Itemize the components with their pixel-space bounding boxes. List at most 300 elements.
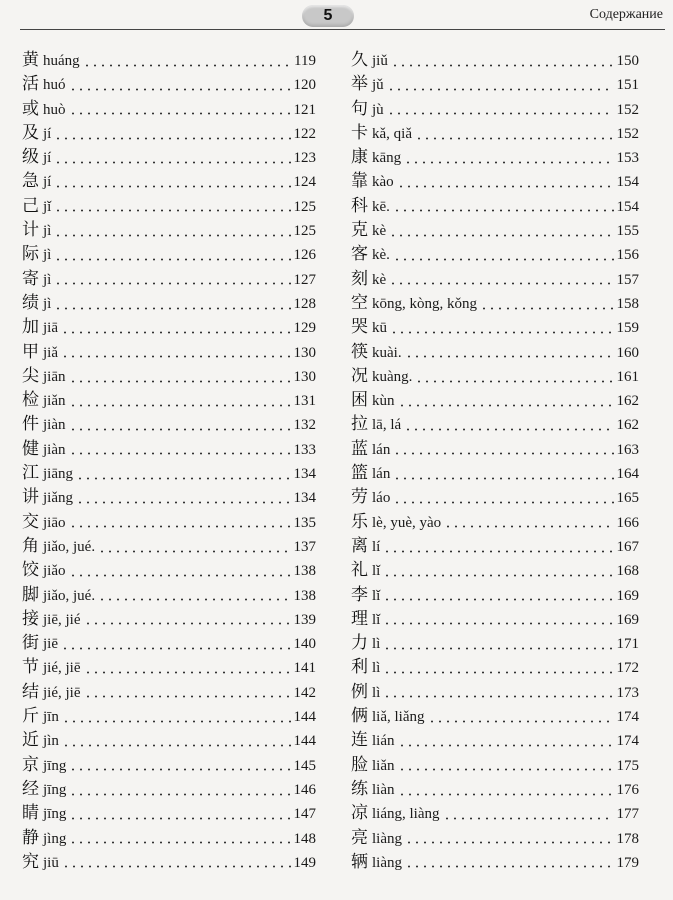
dot-leader [54, 307, 290, 310]
entry-hanzi: 刻 [351, 268, 368, 289]
entry-page-number: 151 [616, 77, 639, 94]
dot-leader [84, 671, 291, 674]
entry-page-number: 169 [616, 587, 639, 604]
entry-hanzi: 句 [351, 98, 368, 119]
entry-hanzi: 己 [22, 195, 39, 216]
toc-entry [351, 340, 639, 364]
toc-entry [22, 97, 316, 121]
toc-entry [22, 145, 316, 169]
toc-entry [22, 291, 316, 315]
entry-pinyin: jí [43, 125, 52, 142]
toc-entry [22, 510, 316, 534]
toc-entry [351, 267, 639, 291]
page-header [0, 0, 673, 30]
entry-hanzi: 或 [22, 98, 39, 119]
entry-pinyin: liǎ, liǎng [372, 709, 425, 726]
dot-leader [61, 331, 291, 334]
toc-entry [351, 801, 639, 825]
entry-page-number: 141 [293, 660, 316, 677]
entry-hanzi: 活 [22, 74, 39, 95]
entry-pinyin: lì [372, 684, 381, 701]
entry-pinyin: jiāng [43, 466, 73, 483]
entry-hanzi: 级 [22, 147, 39, 168]
dot-leader [393, 501, 613, 504]
dot-leader [387, 88, 614, 91]
entry-page-number: 156 [616, 247, 639, 264]
toc-entry [22, 607, 316, 631]
header-rule [20, 29, 665, 30]
entry-hanzi: 劳 [351, 487, 368, 508]
dot-leader [390, 331, 614, 334]
entry-pinyin: jiàn [43, 417, 66, 434]
entry-page-number: 123 [293, 150, 316, 167]
entry-pinyin: kè [372, 223, 387, 240]
entry-hanzi: 况 [351, 365, 368, 386]
toc-entry [22, 801, 316, 825]
entry-pinyin: lǐ [372, 587, 381, 604]
dot-leader [54, 258, 290, 261]
toc-entry [22, 753, 316, 777]
entry-pinyin: jiē [43, 636, 58, 653]
entry-pinyin: jié, jiē [43, 660, 81, 677]
entry-hanzi: 久 [351, 50, 368, 70]
entry-page-number: 138 [293, 563, 316, 580]
toc-entry [351, 558, 639, 582]
entry-page-number: 121 [293, 101, 316, 118]
dot-leader [69, 112, 291, 115]
toc-entry [22, 631, 316, 655]
dot-leader [397, 185, 614, 188]
dot-leader [391, 64, 614, 67]
entry-hanzi: 客 [351, 244, 368, 265]
entry-pinyin: jiē, jié [43, 611, 81, 628]
entry-hanzi: 筷 [351, 341, 368, 362]
entry-page-number: 122 [293, 125, 316, 142]
toc-entry [351, 607, 639, 631]
dot-leader [383, 695, 613, 698]
entry-pinyin: jì [43, 295, 52, 312]
dot-leader [62, 865, 291, 868]
entry-hanzi: 困 [351, 390, 368, 411]
entry-hanzi: 角 [22, 535, 39, 556]
toc-entry [351, 194, 639, 218]
entry-page-number: 177 [616, 806, 639, 823]
entry-hanzi: 绩 [22, 292, 39, 313]
entry-pinyin: jiǎo [43, 563, 66, 580]
toc-entry [22, 826, 316, 850]
entry-hanzi: 急 [22, 171, 39, 192]
entry-hanzi: 力 [351, 633, 368, 654]
entry-hanzi: 际 [22, 244, 39, 265]
toc-entry [22, 728, 316, 752]
toc-entry [22, 850, 316, 874]
entry-page-number: 159 [616, 320, 639, 337]
toc-entry [351, 777, 639, 801]
entry-pinyin: jiǎn [43, 393, 66, 410]
toc-entry [351, 534, 639, 558]
entry-hanzi: 讲 [22, 487, 39, 508]
dot-leader [69, 574, 291, 577]
entry-page-number: 146 [293, 781, 316, 798]
entry-pinyin: jí [43, 174, 52, 191]
entry-page-number: 144 [293, 709, 316, 726]
toc-entry [351, 753, 639, 777]
entry-page-number: 169 [616, 611, 639, 628]
entry-hanzi: 练 [351, 778, 368, 799]
entry-hanzi: 科 [351, 195, 368, 216]
entry-page-number: 126 [293, 247, 316, 264]
dot-leader [69, 428, 291, 431]
entry-page-number: 165 [616, 490, 639, 507]
toc-entry [351, 48, 639, 72]
entry-page-number: 135 [293, 514, 316, 531]
toc-entry [351, 655, 639, 679]
entry-page-number: 119 [294, 53, 316, 69]
entry-hanzi: 检 [22, 390, 39, 411]
entry-page-number: 152 [616, 101, 639, 118]
entry-hanzi: 李 [351, 584, 368, 605]
toc-entry [351, 169, 639, 193]
toc-entry [351, 388, 639, 412]
entry-hanzi: 尖 [22, 365, 39, 386]
toc-entry [351, 485, 639, 509]
entry-hanzi: 亮 [351, 827, 368, 848]
entry-pinyin: kāng [372, 150, 402, 167]
toc-entry [22, 242, 316, 266]
toc-entry [22, 169, 316, 193]
toc-entry [351, 121, 639, 145]
entry-page-number: 154 [616, 174, 639, 191]
entry-hanzi: 饺 [22, 560, 39, 581]
dot-leader [61, 355, 291, 358]
entry-hanzi: 连 [351, 730, 368, 751]
dot-leader [84, 622, 291, 625]
dot-leader [69, 88, 291, 91]
entry-page-number: 124 [293, 174, 316, 191]
dot-leader [383, 598, 613, 601]
entry-page-number: 168 [616, 563, 639, 580]
entry-page-number: 134 [293, 490, 316, 507]
dot-leader [480, 307, 614, 310]
toc-entry [22, 340, 316, 364]
toc-entry [22, 680, 316, 704]
entry-hanzi: 凉 [351, 803, 368, 824]
entry-pinyin: kè. [372, 247, 390, 264]
dot-leader [405, 865, 614, 868]
entry-page-number: 145 [293, 757, 316, 774]
entry-hanzi: 加 [22, 317, 39, 338]
entry-page-number: 173 [616, 684, 639, 701]
dot-leader [393, 258, 614, 261]
entry-pinyin: jié, jiē [43, 684, 81, 701]
toc-entry [351, 510, 639, 534]
entry-pinyin: kào [372, 174, 394, 191]
toc-entry [22, 534, 316, 558]
entry-pinyin: jiǎng [43, 490, 73, 507]
entry-pinyin: kè [372, 271, 387, 288]
dot-leader [444, 525, 613, 528]
entry-hanzi: 黄 [22, 50, 39, 70]
toc-entry [22, 583, 316, 607]
entry-hanzi: 件 [22, 414, 39, 435]
toc-entry [351, 704, 639, 728]
entry-pinyin: jīng [43, 757, 67, 774]
dot-leader [383, 671, 613, 674]
toc-entry [351, 315, 639, 339]
entry-pinyin: lǐ [372, 563, 381, 580]
entry-pinyin: lā, lá [372, 417, 402, 434]
dot-leader [383, 574, 613, 577]
dot-leader [415, 380, 613, 383]
toc-entry [351, 364, 639, 388]
entry-pinyin: liàn [372, 781, 395, 798]
toc-entry [351, 412, 639, 436]
entry-pinyin: jiān [43, 368, 66, 385]
entry-page-number: 154 [616, 198, 639, 215]
dot-leader [383, 622, 613, 625]
entry-page-number: 132 [293, 417, 316, 434]
entry-pinyin: jǔ [372, 77, 384, 94]
dot-leader [98, 550, 290, 553]
dot-leader [383, 550, 613, 553]
entry-hanzi: 举 [351, 74, 368, 95]
entry-pinyin: kuài. [372, 344, 402, 361]
toc-entry [351, 850, 639, 874]
entry-pinyin: jù [372, 101, 384, 118]
entry-pinyin: lǐ [372, 611, 381, 628]
entry-pinyin: lián [372, 733, 395, 750]
toc-entry [351, 461, 639, 485]
entry-pinyin: kē. [372, 198, 390, 215]
dot-leader [69, 525, 291, 528]
toc-entry [351, 218, 639, 242]
entry-page-number: 161 [616, 368, 639, 385]
entry-pinyin: jìn [43, 733, 59, 750]
entry-pinyin: jí [43, 150, 52, 167]
entry-page-number: 171 [616, 636, 639, 653]
entry-pinyin: jīng [43, 806, 67, 823]
entry-pinyin: kōng, kòng, kǒng [372, 295, 477, 312]
dot-leader [387, 112, 614, 115]
entry-page-number: 130 [293, 368, 316, 385]
dot-leader [398, 793, 614, 796]
dot-leader [76, 477, 291, 480]
entry-page-number: 139 [293, 611, 316, 628]
entry-page-number: 131 [293, 393, 316, 410]
entry-hanzi: 拉 [351, 414, 368, 435]
toc-entry [22, 388, 316, 412]
entry-page-number: 163 [616, 441, 639, 458]
entry-hanzi: 脸 [351, 754, 368, 775]
entry-pinyin: lì [372, 660, 381, 677]
entry-page-number: 157 [616, 271, 639, 288]
entry-hanzi: 脚 [22, 584, 39, 605]
entry-page-number: 152 [616, 125, 639, 142]
toc-entry [22, 558, 316, 582]
entry-page-number: 133 [293, 441, 316, 458]
entry-hanzi: 京 [22, 754, 39, 775]
entry-page-number: 167 [616, 538, 639, 555]
dot-leader [54, 209, 290, 212]
entry-hanzi: 离 [351, 535, 368, 556]
entry-pinyin: jīng [43, 781, 67, 798]
entry-hanzi: 康 [351, 147, 368, 168]
entry-hanzi: 斤 [22, 706, 39, 727]
entry-pinyin: jì [43, 271, 52, 288]
dot-leader [393, 452, 613, 455]
toc-entry [351, 97, 639, 121]
dot-leader [405, 841, 614, 844]
entry-hanzi: 蓝 [351, 438, 368, 459]
toc-entry [22, 218, 316, 242]
entry-hanzi: 克 [351, 220, 368, 241]
entry-page-number: 150 [616, 53, 639, 69]
entry-hanzi: 街 [22, 633, 39, 654]
section-title: Содержание [589, 7, 663, 22]
toc-entry [22, 704, 316, 728]
toc-entry [22, 48, 316, 72]
entry-page-number: 160 [616, 344, 639, 361]
dot-leader [398, 404, 614, 407]
entry-pinyin: kuàng. [372, 368, 413, 385]
entry-hanzi: 哭 [351, 317, 368, 338]
entry-pinyin: jiǔ [372, 53, 388, 69]
entry-hanzi: 俩 [351, 706, 368, 727]
entry-pinyin: jì [43, 223, 52, 240]
entry-hanzi: 理 [351, 608, 368, 629]
entry-pinyin: huò [43, 101, 66, 118]
dot-leader [393, 477, 613, 480]
entry-hanzi: 利 [351, 657, 368, 678]
entry-page-number: 137 [293, 538, 316, 555]
entry-hanzi: 江 [22, 463, 39, 484]
entry-hanzi: 节 [22, 657, 39, 678]
entry-hanzi: 甲 [22, 341, 39, 362]
entry-pinyin: jǐ [43, 198, 52, 215]
entry-pinyin: liǎn [372, 757, 395, 774]
entry-hanzi: 计 [22, 220, 39, 241]
dot-leader [61, 647, 291, 650]
dot-leader [389, 234, 613, 237]
entry-page-number: 127 [293, 271, 316, 288]
entry-hanzi: 健 [22, 438, 39, 459]
toc-entry [351, 826, 639, 850]
toc-entry [22, 485, 316, 509]
entry-page-number: 176 [616, 781, 639, 798]
entry-hanzi: 近 [22, 730, 39, 751]
entry-page-number: 162 [616, 393, 639, 410]
entry-pinyin: láo [372, 490, 391, 507]
dot-leader [69, 793, 290, 796]
entry-page-number: 142 [293, 684, 316, 701]
entry-pinyin: jiǎo, jué. [43, 538, 96, 555]
entry-page-number: 174 [616, 733, 639, 750]
toc-entry [351, 437, 639, 461]
toc-entry [22, 655, 316, 679]
entry-pinyin: jiǎo, jué. [43, 587, 96, 604]
dot-leader [69, 380, 291, 383]
entry-pinyin: jiāo [43, 514, 66, 531]
dot-leader [62, 744, 291, 747]
entry-page-number: 178 [616, 830, 639, 847]
entry-hanzi: 究 [22, 851, 39, 872]
entry-pinyin: jì [43, 247, 52, 264]
entry-pinyin: jiǎ [43, 344, 58, 361]
entry-pinyin: lán [372, 466, 391, 483]
entry-hanzi: 礼 [351, 560, 368, 581]
entry-page-number: 129 [293, 320, 316, 337]
entry-hanzi: 空 [351, 292, 368, 313]
entry-hanzi: 及 [22, 122, 39, 143]
entry-hanzi: 结 [22, 681, 39, 702]
entry-hanzi: 交 [22, 511, 39, 532]
dot-leader [69, 452, 291, 455]
entry-page-number: 147 [293, 806, 316, 823]
dot-leader [69, 817, 290, 820]
dot-leader [76, 501, 291, 504]
dot-leader [443, 817, 614, 820]
dot-leader [62, 720, 291, 723]
dot-leader [54, 234, 290, 237]
entry-page-number: 140 [293, 636, 316, 653]
toc-entry [22, 412, 316, 436]
toc-entry [351, 728, 639, 752]
entry-page-number: 138 [293, 587, 316, 604]
toc-entry [22, 194, 316, 218]
toc-entry [22, 437, 316, 461]
entry-hanzi: 篮 [351, 463, 368, 484]
toc-entry [22, 461, 316, 485]
toc-entry [351, 583, 639, 607]
entry-pinyin: lè, yuè, yào [372, 514, 442, 531]
dot-leader [415, 137, 614, 140]
entry-hanzi: 经 [22, 778, 39, 799]
dot-leader [69, 404, 291, 407]
entry-pinyin: jiū [43, 854, 59, 871]
entry-page-number: 130 [293, 344, 316, 361]
dot-leader [404, 161, 613, 164]
entry-hanzi: 乐 [351, 511, 368, 532]
entry-page-number: 155 [616, 223, 639, 240]
toc-entry [22, 121, 316, 145]
entry-page-number: 175 [616, 757, 639, 774]
entry-page-number: 179 [616, 854, 639, 871]
dot-leader [54, 282, 290, 285]
toc-entry [22, 72, 316, 96]
dot-leader [83, 64, 291, 67]
entry-page-number: 134 [293, 466, 316, 483]
entry-pinyin: liáng, liàng [372, 806, 440, 823]
entry-pinyin: kùn [372, 393, 395, 410]
entry-page-number: 128 [293, 295, 316, 312]
entry-pinyin: lì [372, 636, 381, 653]
entry-hanzi: 卡 [351, 122, 368, 143]
entry-hanzi: 静 [22, 827, 39, 848]
dot-leader [54, 161, 290, 164]
entry-page-number: 158 [616, 295, 639, 312]
dot-leader [389, 282, 613, 285]
toc-right-column [351, 48, 639, 874]
dot-leader [54, 137, 290, 140]
entry-page-number: 153 [616, 150, 639, 167]
entry-page-number: 120 [293, 77, 316, 94]
entry-pinyin: jiàn [43, 441, 66, 458]
entry-page-number: 166 [616, 514, 639, 531]
dot-leader [393, 209, 614, 212]
entry-hanzi: 靠 [351, 171, 368, 192]
toc-entry [351, 631, 639, 655]
entry-page-number: 164 [616, 466, 639, 483]
